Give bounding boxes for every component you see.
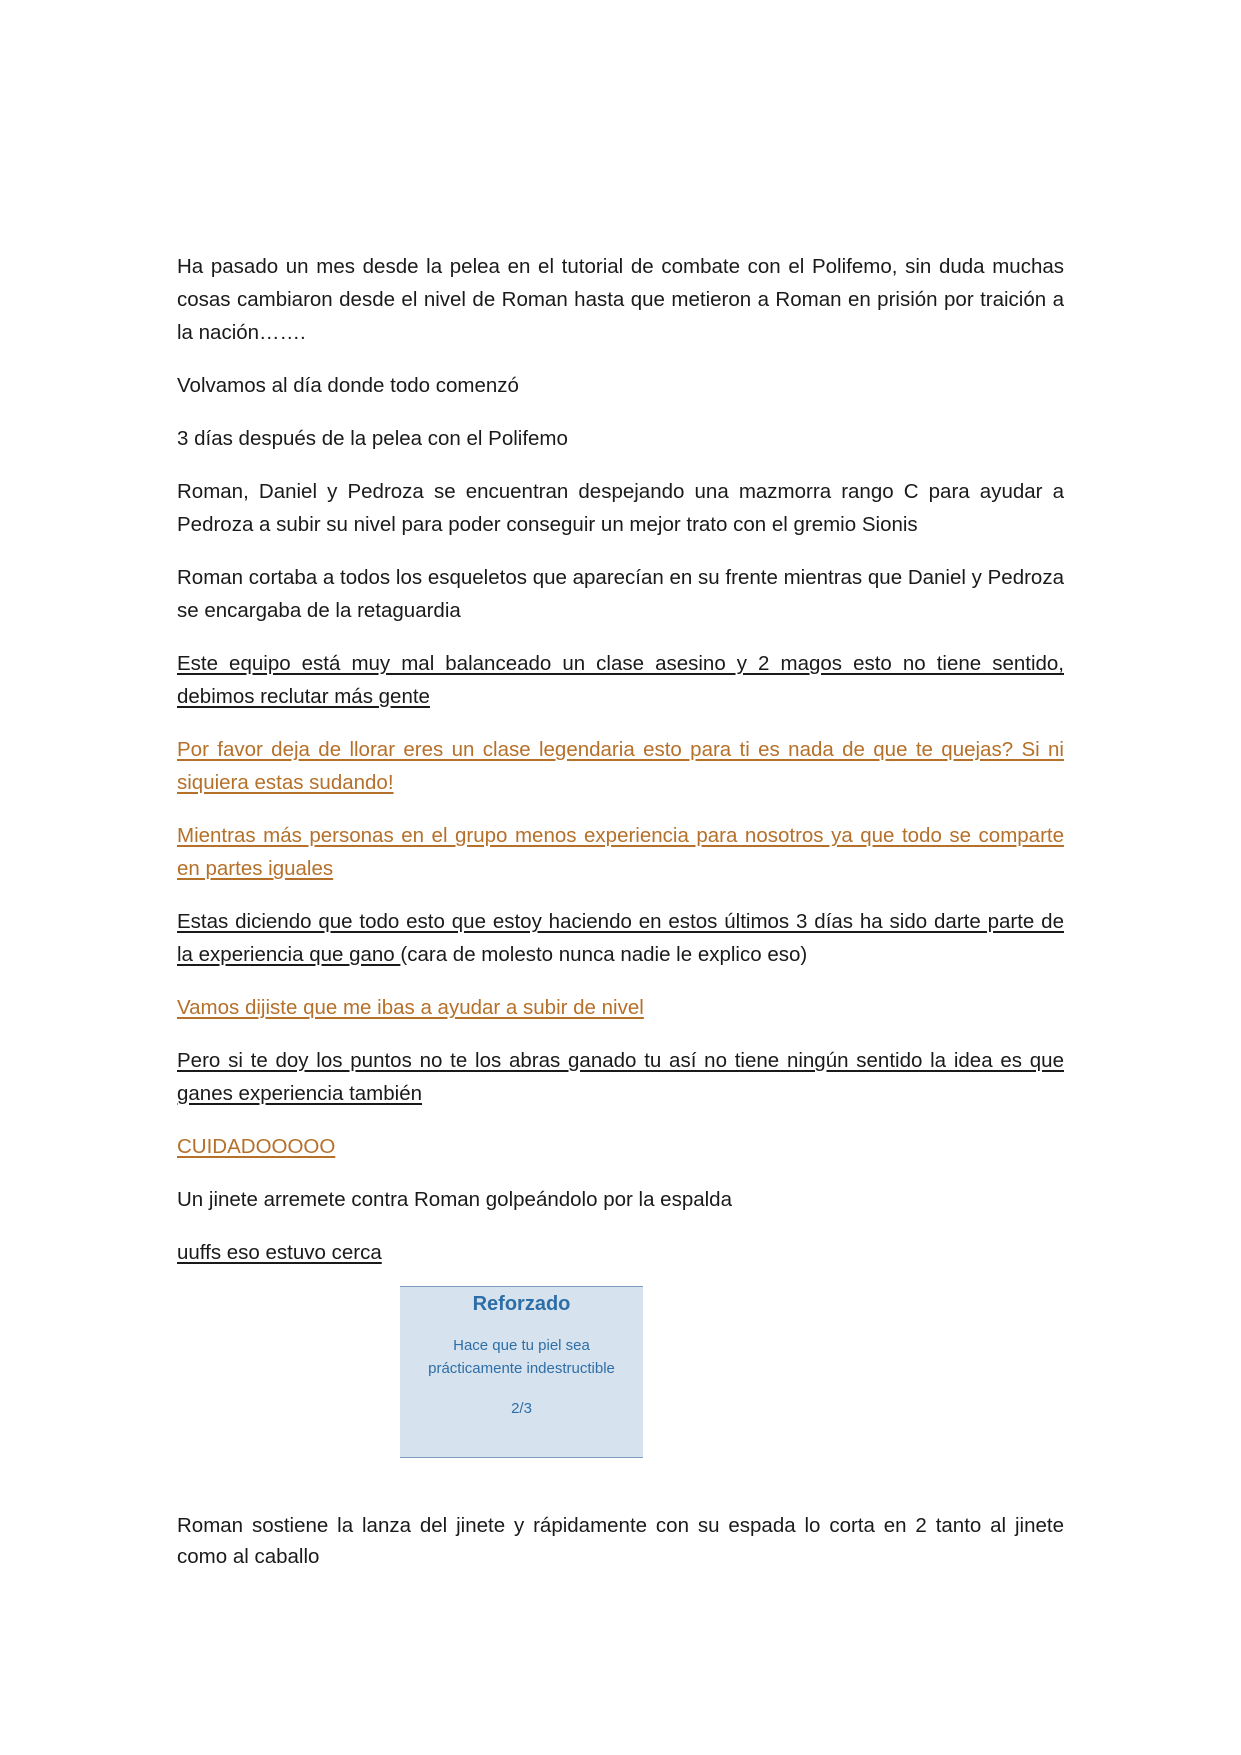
paragraph-skeletons: Roman cortaba a todos los esqueletos que aparecían en su frente mientras que Daniel y Pedroza se encargaba de la retaguardia [177, 566, 1064, 622]
skill-card-description [400, 1334, 643, 1380]
paragraph-dungeon: Roman, Daniel y Pedroza se encuentran despejando una mazmorra rango C para ayudar a Pedroza a subir su nivel para poder conseguir un mejor trato con el gremio Sionis [177, 480, 1064, 536]
paragraph-final: Roman sostiene la lanza del jinete y rápidamente con su espada lo corta en 2 tanto al jinete como al caballo [177, 1514, 1064, 1568]
skill-card-level: 2/3 [511, 1400, 532, 1417]
skill-card-title: Reforzado [472, 1293, 571, 1315]
paragraph-time: 3 días después de la pelea con el Polifemo [177, 427, 568, 450]
skill-card-description-line-1: Hace que tu piel sea [453, 1337, 590, 1354]
dialogue-roman-2-speech: Estas diciendo que todo esto que estoy haciendo en estos últimos 3 días ha sido darte parte de la experiencia que gano [177, 910, 1064, 966]
dialogue-roman-2 [177, 905, 1064, 971]
paragraph-intro: Ha pasado un mes desde la pelea en el tutorial de combate con el Polifemo, sin duda muchas cosas cambiaron desde el nivel de Roman hasta que metieron a Roman en prisión por traición a la nación……. [177, 255, 1064, 344]
paragraph-flashback: Volvamos al día donde todo comenzó [177, 374, 519, 397]
dialogue-pedroza-1: Por favor deja de llorar eres un clase legendaria esto para ti es nada de que te quejas? Si ni siquiera estas sudando! [177, 738, 1064, 794]
story-body [177, 250, 1064, 1289]
paragraph-rider-attack: Un jinete arremete contra Roman golpeándolo por la espalda [177, 1188, 732, 1211]
skill-card [400, 1286, 643, 1458]
dialogue-roman-1: Este equipo está muy mal balanceado un clase asesino y 2 magos esto no tiene sentido, debimos reclutar más gente [177, 652, 1064, 708]
skill-card-description-line-2: prácticamente indestructible [428, 1360, 615, 1377]
dialogue-pedroza-3: Vamos dijiste que me ibas a ayudar a subir de nivel [177, 996, 644, 1019]
dialogue-roman-2-aside: (cara de molesto nunca nadie le explico eso) [400, 943, 808, 966]
dialogue-roman-4: uuffs eso estuvo cerca [177, 1241, 382, 1264]
dialogue-pedroza-2: Mientras más personas en el grupo menos experiencia para nosotros ya que todo se comparte en partes iguales [177, 824, 1064, 880]
dialogue-roman-3: Pero si te doy los puntos no te los abras ganado tu así no tiene ningún sentido la idea es que ganes experiencia también [177, 1049, 1064, 1105]
dialogue-warning: CUIDADOOOOO [177, 1135, 336, 1158]
